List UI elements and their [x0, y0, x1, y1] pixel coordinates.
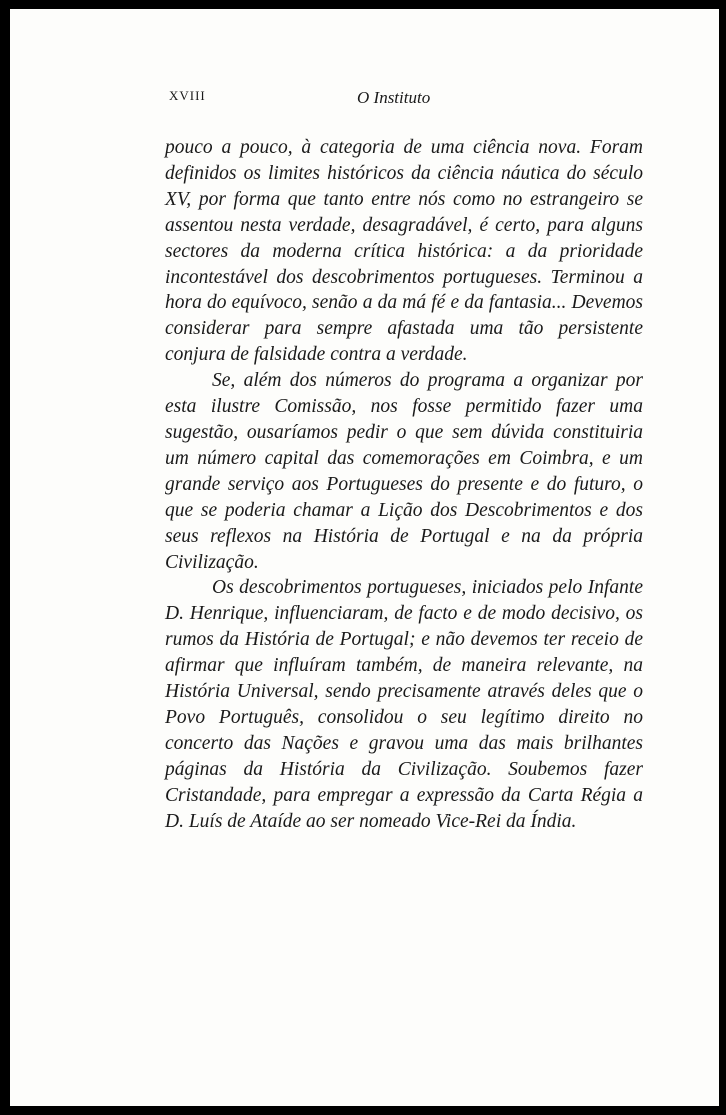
paragraph-suggestion: Se, além dos números do programa a organizar por esta ilustre Comissão, nos fosse permitido fazer uma sugestão, ousaríamos pedir o que sem dúvida constituiria um número capital das comemorações em Coimbra, e um grande serviço aos Portugueses do presente e do futuro, o que se poderia chamar a Lição dos Descobrimentos e dos seus reflexos na História de Portugal e na da própria Civilização.	[165, 370, 643, 573]
book-page	[10, 9, 719, 1106]
page-number: XVIII	[169, 88, 206, 103]
running-title: O Instituto	[357, 88, 431, 107]
page-header	[10, 88, 719, 110]
body-text	[165, 135, 643, 834]
paragraph-continuation: pouco a pouco, à categoria de uma ciência nova. Foram definidos os limites históricos da ciência náutica do século XV, por forma que tanto entre nós como no estrangeiro se assentou nesta verdade, desagradável, é certo, para alguns sectores da moderna crítica histórica: a da prioridade incontestável dos descobrimentos portugueses. Terminou a hora do equívoco, senão a da má fé e da fantasia... Devemos considerar para sempre afastada uma tão persistente conjura de falsidade contra a verdade.	[165, 137, 643, 366]
paragraph-discoveries: Os descobrimentos portugueses, iniciados pelo Infante D. Henrique, influenciaram, de facto e de modo decisivo, os rumos da História de Portugal; e não devemos ter receio de afirmar que influíram também, de maneira relevante, na História Universal, sendo precisamente através deles que o Povo Português, consolidou o seu legítimo direito no concerto das Nações e gravou uma das mais brilhantes páginas da História da Civilização. Soubemos fazer Cristandade, para empregar a expressão da Carta Régia a D. Luís de Ataíde ao ser nomeado Vice-Rei da Índia.	[165, 577, 643, 832]
